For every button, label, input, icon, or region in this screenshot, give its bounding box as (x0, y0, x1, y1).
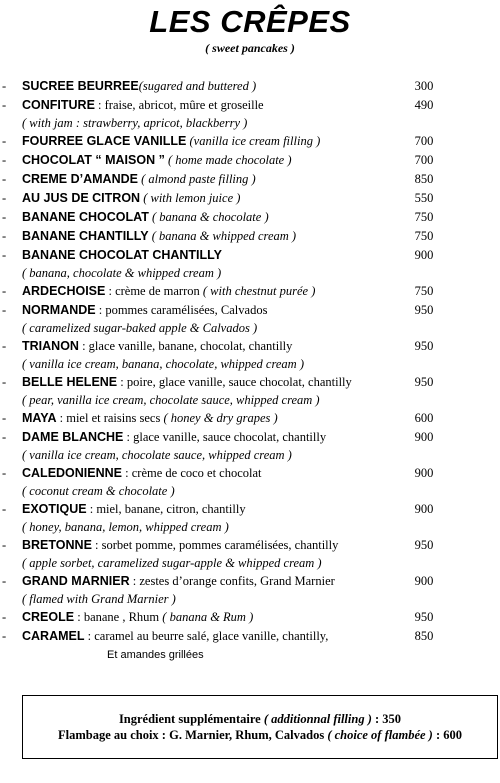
menu-item (0, 77, 500, 96)
item-line (22, 282, 315, 301)
item-translation: ( flamed with Grand Marnier ) (22, 592, 176, 606)
menu-item (0, 151, 500, 170)
menu-item (0, 572, 500, 591)
item-dash: - (2, 210, 7, 224)
item-description: : pommes caramélisées, Calvados (95, 303, 268, 317)
item-description: : miel, banane, citron, chantilly (86, 502, 246, 516)
item-price: 850 (414, 172, 434, 186)
item-price: 490 (414, 98, 434, 112)
item-name: FOURREE GLACE VANILLE (22, 134, 187, 148)
item-dash: - (2, 339, 7, 353)
item-dash: - (2, 248, 7, 262)
item-english: ( banana & chocolate ) (148, 210, 269, 224)
item-description: : glace vanille, banane, chocolat, chantilly (78, 339, 293, 353)
item-price: 900 (414, 466, 434, 480)
item-name: SUCREE BEURREE (22, 79, 139, 93)
item-name: AU JUS DE CITRON (22, 191, 141, 205)
menu-item (0, 409, 500, 428)
item-name: CREME D’AMANDE (22, 172, 138, 186)
item-translation: ( caramelized sugar-baked apple & Calvados ) (22, 321, 258, 335)
item-english: ( with chestnut purée ) (199, 284, 316, 298)
item-price: 550 (414, 191, 434, 205)
item-translation-row (0, 320, 500, 337)
item-price: 950 (414, 303, 434, 317)
item-price: 700 (414, 134, 434, 148)
menu-item (0, 227, 500, 246)
item-name: DAME BLANCHE (22, 430, 124, 444)
item-translation: ( vanilla ice cream, banana, chocolate, whipped cream ) (22, 357, 304, 371)
item-name: BANANE CHOCOLAT (22, 210, 149, 224)
item-translation-row (0, 555, 500, 572)
menu-item (0, 428, 500, 447)
menu-item (0, 170, 500, 189)
item-line (22, 208, 269, 227)
item-description: : sorbet pomme, pommes caramélisées, chantilly (91, 538, 339, 552)
item-name: BRETONNE (22, 538, 92, 552)
item-description: : crème de coco et chocolat (122, 466, 262, 480)
item-line (22, 373, 352, 392)
menu-item (0, 301, 500, 320)
item-translation-row (0, 591, 500, 608)
item-line (22, 337, 292, 356)
item-name: CALEDONIENNE (22, 466, 123, 480)
item-price: 900 (414, 430, 434, 444)
item-price: 750 (414, 210, 434, 224)
item-english: ( with lemon juice ) (140, 191, 241, 205)
item-line (22, 409, 278, 428)
item-price: 900 (414, 248, 434, 262)
item-line (22, 77, 256, 96)
menu-item (0, 132, 500, 151)
item-description: : glace vanille, sauce chocolat, chantilly (123, 430, 327, 444)
item-line (22, 96, 264, 115)
item-price: 750 (414, 229, 434, 243)
item-line (22, 500, 246, 519)
item-extra: Et amandes grillées (107, 649, 204, 661)
item-price: 900 (414, 502, 434, 516)
item-description: : caramel au beurre salé, glace vanille, chantilly, (84, 629, 329, 643)
item-price: 600 (414, 411, 434, 425)
flambage-line: Flambage au choix : G. Marnier, Rhum, Calvados ( choice of flambée ) : 600 (57, 728, 463, 742)
item-price: 950 (414, 375, 434, 389)
item-dash: - (2, 502, 7, 516)
menu-title: LES CRÊPES (149, 4, 351, 39)
crepes-list (0, 77, 500, 664)
item-translation: ( coconut cream & chocolate ) (22, 484, 175, 498)
item-description: : banane , Rhum (74, 610, 163, 624)
item-dash: - (2, 134, 7, 148)
item-line (22, 608, 253, 627)
item-dash: - (2, 284, 7, 298)
item-translation-row (0, 115, 500, 132)
item-dash: - (2, 411, 7, 425)
item-translation: ( honey, banana, lemon, whipped cream ) (22, 520, 229, 534)
menu-item (0, 500, 500, 519)
item-price: 950 (414, 339, 434, 353)
extra-filling-line: Ingrédient supplémentaire ( additionnal filling ) : 350 (118, 712, 402, 726)
item-english: ( banana & Rum ) (162, 610, 254, 624)
menu-item (0, 189, 500, 208)
item-translation-row (0, 392, 500, 409)
item-translation-row (0, 447, 500, 464)
item-translation: ( pear, vanilla ice cream, chocolate sauce, whipped cream ) (22, 393, 320, 407)
item-english: ( home made chocolate ) (164, 153, 292, 167)
item-name: NORMANDE (22, 303, 96, 317)
item-dash: - (2, 610, 7, 624)
item-line (22, 227, 296, 246)
item-name: ARDECHOISE (22, 284, 106, 298)
item-dash: - (2, 229, 7, 243)
item-description: : zestes d’orange confits, Grand Marnier (129, 574, 335, 588)
item-line (22, 151, 292, 170)
item-price: 900 (414, 574, 434, 588)
item-name: BELLE HELENE (22, 375, 118, 389)
item-name: CONFITURE (22, 98, 95, 112)
item-description: : crème de marron (105, 284, 200, 298)
item-description: : fraise, abricot, mûre et groseille (94, 98, 264, 112)
item-translation: ( banana, chocolate & whipped cream ) (22, 266, 222, 280)
item-translation: ( apple sorbet, caramelized sugar-apple & whipped cream ) (22, 556, 322, 570)
item-translation-row (0, 483, 500, 500)
item-dash: - (2, 430, 7, 444)
item-price: 700 (414, 153, 434, 167)
item-dash: - (2, 79, 7, 93)
item-name: EXOTIQUE (22, 502, 87, 516)
menu-item (0, 96, 500, 115)
item-dash: - (2, 191, 7, 205)
item-dash: - (2, 172, 7, 186)
menu-item (0, 608, 500, 627)
item-name: CARAMEL (22, 629, 85, 643)
item-dash: - (2, 538, 7, 552)
item-dash: - (2, 629, 7, 643)
item-translation-row (0, 265, 500, 282)
menu-item (0, 536, 500, 555)
item-name: CREOLE (22, 610, 75, 624)
item-name: CHOCOLAT “ MAISON ” (22, 153, 165, 167)
item-line (22, 170, 256, 189)
item-price: 950 (414, 610, 434, 624)
item-line (22, 572, 335, 591)
item-english: (vanilla ice cream filling ) (186, 134, 321, 148)
menu-item (0, 246, 500, 265)
item-dash: - (2, 375, 7, 389)
item-name: GRAND MARNIER (22, 574, 130, 588)
item-price: 750 (414, 284, 434, 298)
item-name: BANANE CHOCOLAT CHANTILLY (22, 248, 222, 262)
item-price: 850 (414, 629, 434, 643)
item-name: MAYA (22, 411, 57, 425)
menu-item (0, 464, 500, 483)
item-description: : poire, glace vanille, sauce chocolat, chantilly (117, 375, 352, 389)
menu-subtitle: ( sweet pancakes ) (205, 41, 295, 55)
item-translation-row (0, 356, 500, 373)
item-name: TRIANON (22, 339, 79, 353)
item-extra-row (0, 646, 500, 664)
item-price: 950 (414, 538, 434, 552)
item-line (22, 428, 326, 447)
item-line (22, 627, 328, 646)
menu-item (0, 627, 500, 646)
menu-item (0, 282, 500, 301)
item-translation-row (0, 519, 500, 536)
item-line (22, 132, 320, 151)
menu-item (0, 208, 500, 227)
item-english: ( banana & whipped cream ) (148, 229, 297, 243)
item-dash: - (2, 153, 7, 167)
menu-item (0, 337, 500, 356)
item-dash: - (2, 98, 7, 112)
item-translation: ( with jam : strawberry, apricot, blackberry ) (22, 116, 248, 130)
extras-box (22, 695, 498, 759)
item-description: : miel et raisins secs (56, 411, 161, 425)
item-line (22, 301, 267, 320)
item-dash: - (2, 574, 7, 588)
item-english: (sugared and buttered ) (138, 79, 257, 93)
item-line (22, 246, 222, 265)
item-dash: - (2, 303, 7, 317)
item-english: ( almond paste filling ) (137, 172, 256, 186)
item-price: 300 (414, 79, 434, 93)
item-line (22, 189, 240, 208)
item-english: ( honey & dry grapes ) (160, 411, 278, 425)
item-line (22, 536, 338, 555)
item-name: BANANE CHANTILLY (22, 229, 149, 243)
menu-item (0, 373, 500, 392)
item-dash: - (2, 466, 7, 480)
item-line (22, 464, 262, 483)
item-translation: ( vanilla ice cream, chocolate sauce, whipped cream ) (22, 448, 292, 462)
